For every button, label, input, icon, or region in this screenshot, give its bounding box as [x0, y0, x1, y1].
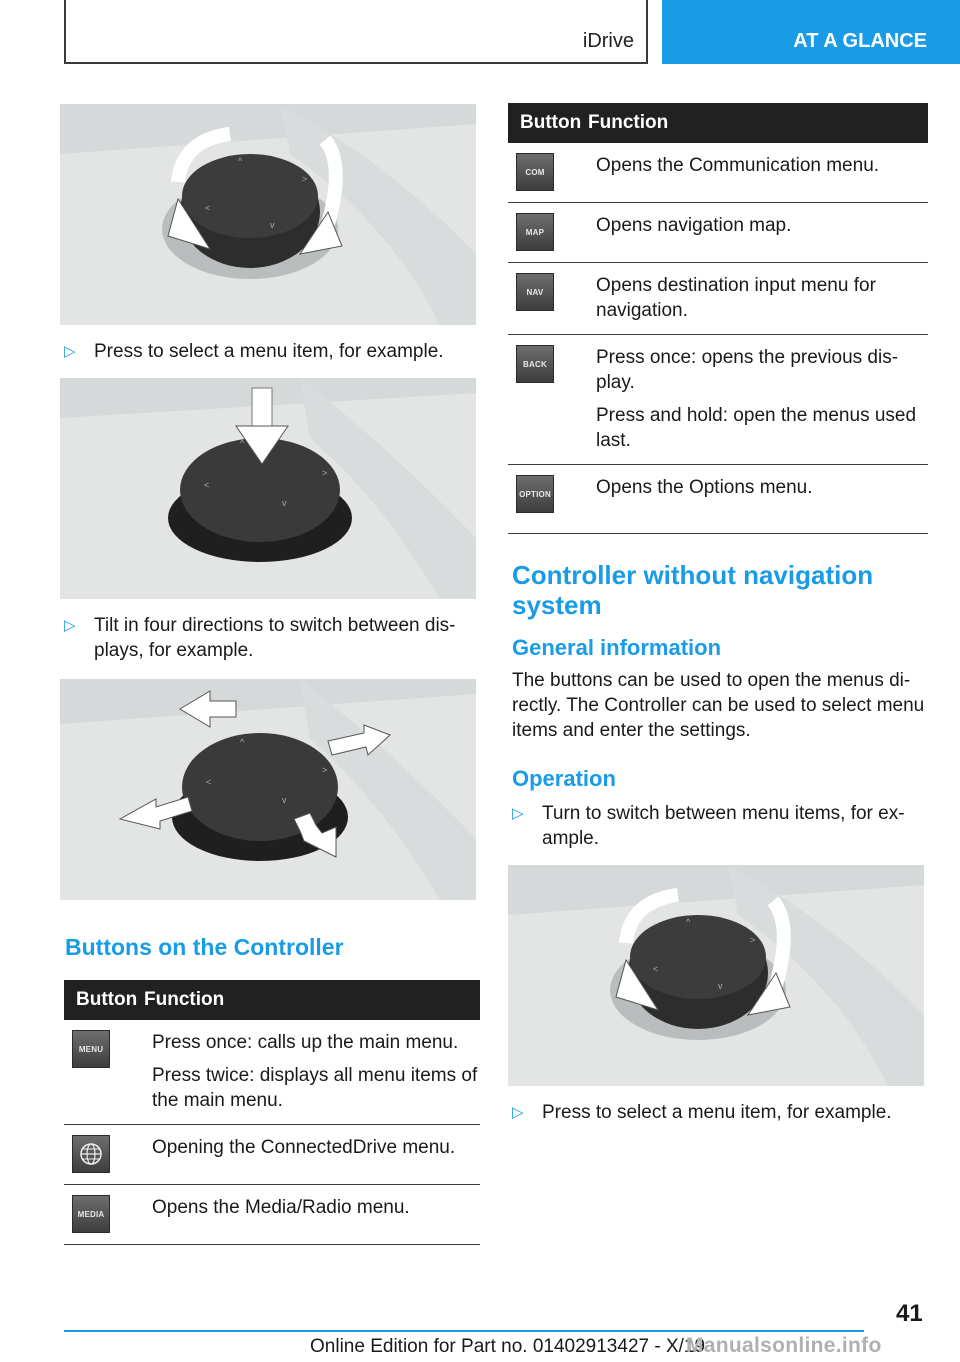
svg-text:>: > [322, 468, 328, 478]
menu-button-icon: MENU [72, 1030, 110, 1068]
media-button-icon: MEDIA [72, 1195, 110, 1233]
table-header [508, 103, 928, 143]
section-heading-buttons: Buttons on the Controller [65, 934, 344, 960]
row-text: Press once: calls up the main menu. [152, 1032, 459, 1053]
controller-turn-illustration-2 [508, 865, 924, 1086]
footer-rule [64, 1330, 864, 1332]
table-row [508, 335, 928, 465]
bullet-text: Press to select a menu item, for example. [94, 341, 444, 362]
table-row [64, 1125, 480, 1185]
svg-text:<: < [204, 480, 210, 490]
subheading-operation: Operation [512, 766, 616, 791]
bullet-press-select [60, 339, 480, 364]
row-text: Opens the Media/Radio menu. [152, 1197, 410, 1218]
buttons-table [64, 980, 480, 1245]
table-row [64, 1020, 480, 1125]
bullet-tilt [60, 613, 480, 663]
bullet-text-line2: plays, for example. [94, 640, 254, 661]
nav-button-icon: NAV [516, 273, 554, 311]
col-header-function: Function [588, 112, 669, 133]
row-text: Press twice: displays all menu items of the main menu. [152, 1065, 478, 1111]
svg-text:^: ^ [240, 737, 245, 747]
section-title: iDrive [582, 30, 634, 52]
general-info-text: The buttons can be used to open the menus di-rectly. The Controller can be used to select menu items and enter the settings. [512, 670, 925, 741]
back-button-icon: BACK [516, 345, 554, 383]
svg-text:>: > [750, 935, 756, 945]
page-number: 41 [896, 1300, 923, 1327]
subheading-general-info: General information [512, 635, 722, 660]
bullet-triangle-icon: ▷ [64, 617, 76, 634]
table-row [508, 143, 928, 203]
bullet-text: Press to select a menu item, for example. [542, 1102, 892, 1123]
row-text: Press and hold: open the menus used last. [596, 405, 917, 451]
svg-text:v: v [282, 498, 287, 508]
controller-press-illustration [60, 378, 476, 599]
bullet-press-select-2 [508, 1100, 928, 1125]
bullet-triangle-icon: ▷ [64, 343, 76, 360]
edition-text: Online Edition for Part no. 01402913427 - X/19 [310, 1336, 706, 1357]
chapter-label: AT A GLANCE [793, 30, 927, 52]
map-button-icon: MAP [516, 213, 554, 251]
bullet-triangle-icon: ▷ [512, 805, 524, 822]
bullet-triangle-icon: ▷ [512, 1104, 524, 1121]
buttons-table-continued [508, 103, 928, 534]
controller-turn-illustration [60, 104, 476, 325]
table-row [508, 203, 928, 263]
left-column [60, 104, 480, 1245]
row-text: Opens the Communication menu. [596, 155, 880, 176]
watermark: Manualsonline.info [686, 1334, 882, 1357]
svg-text:^: ^ [240, 438, 245, 448]
right-column [508, 103, 928, 1125]
com-button-icon: COM [516, 153, 554, 191]
svg-text:^: ^ [238, 156, 243, 166]
bullet-text-line1: Tilt in four directions to switch between dis- [94, 615, 456, 636]
bullet-text: Turn to switch between menu items, for ex-ample. [542, 803, 905, 849]
svg-text:v: v [282, 795, 287, 805]
option-button-icon: OPTION [516, 475, 554, 513]
header-box [64, 0, 648, 64]
globe-icon [72, 1135, 110, 1173]
col-header-button: Button [520, 112, 582, 133]
section-heading-controller: Controller without navigation system [512, 560, 874, 620]
svg-text:^: ^ [686, 917, 691, 927]
col-header-button: Button [76, 989, 138, 1010]
svg-text:v: v [718, 981, 723, 991]
table-row [508, 465, 928, 534]
table-header [64, 980, 480, 1020]
bullet-turn [508, 801, 928, 851]
controller-tilt-illustration [60, 679, 476, 900]
svg-text:v: v [270, 220, 275, 230]
chapter-tab [662, 0, 960, 64]
row-text: Opens navigation map. [596, 215, 792, 236]
svg-text:>: > [322, 765, 328, 775]
row-text: Press once: opens the previous dis-play. [596, 347, 899, 393]
svg-text:<: < [205, 203, 211, 213]
svg-text:<: < [653, 964, 659, 974]
row-text: Opens destination input menu for navigation. [596, 275, 876, 321]
row-text: Opening the ConnectedDrive menu. [152, 1137, 456, 1158]
row-text: Opens the Options menu. [596, 477, 813, 498]
table-row [64, 1185, 480, 1245]
svg-text:<: < [206, 777, 212, 787]
svg-text:>: > [302, 174, 308, 184]
table-row [508, 263, 928, 335]
col-header-function: Function [144, 989, 225, 1010]
